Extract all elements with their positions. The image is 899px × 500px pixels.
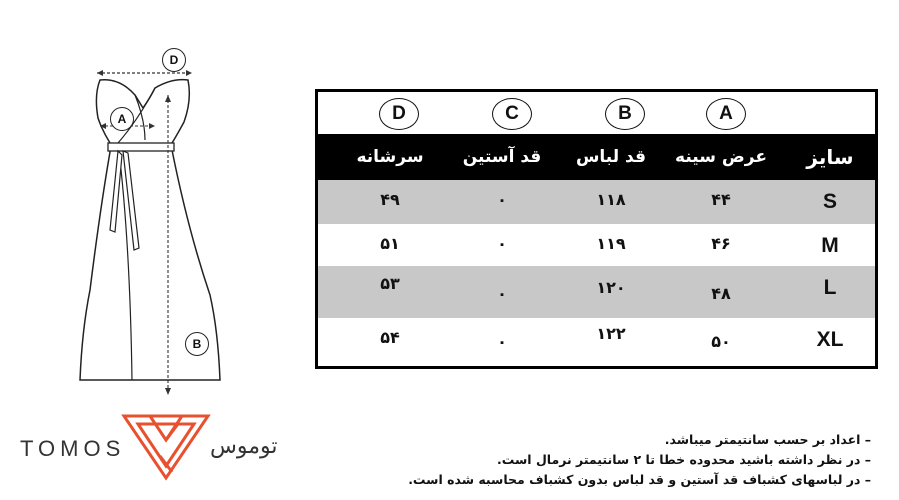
column-letter-a: A [706,98,746,130]
table-row [318,180,875,224]
header-size: سایز [806,145,854,169]
shoulder-cell: ۵۴ [380,328,400,347]
table-header-row [318,134,875,180]
dimension-label-a: A [110,107,134,131]
sleeve-length-cell: ۰ [497,332,507,351]
dimension-label-b: B [185,332,209,356]
shoulder-cell: ۵۳ [380,274,400,293]
column-letter-row [318,92,875,134]
dress-length-cell: ۱۲۲ [596,324,626,343]
brand-name-latin: TOMOS [20,436,126,461]
dimension-label-d: D [162,48,186,72]
chest-width-cell: ۴۶ [711,234,731,253]
column-letter-b: B [605,98,645,130]
dress-outline-drawing [60,40,260,400]
table-row [318,266,875,318]
size-notes [351,430,871,490]
brand-mark-icon [120,412,212,482]
chest-width-cell: ۵۰ [711,332,731,351]
shoulder-cell: ۵۱ [380,234,400,253]
dress-length-cell: ۱۲۰ [596,278,626,297]
header-shoulder: سرشانه [356,147,424,167]
sleeve-length-cell: ۰ [497,284,507,303]
sleeve-length-cell: ۰ [497,234,507,253]
chest-width-cell: ۴۴ [711,190,731,209]
size-cell: S [822,190,837,213]
sleeve-length-cell: ۰ [497,190,507,209]
size-table [315,89,878,369]
brand-logo [20,412,300,487]
shoulder-cell: ۴۹ [380,190,400,209]
dress-length-cell: ۱۱۹ [596,234,626,253]
dress-illustration [60,40,260,400]
header-dress-length: قد لباس [575,147,647,167]
size-cell: L [823,276,837,299]
column-letter-c: C [492,98,532,130]
note-units: – اعداد بر حسب سانتیمتر میباشد. [664,432,871,447]
column-letter-d: D [379,98,419,130]
header-sleeve-length: قد آستین [462,147,542,167]
note-knit-measurement: – در لباسهای کشباف قد آستین و قد لباس بدون کشباف محاسبه شده است. [408,472,871,487]
dress-length-cell: ۱۱۸ [596,190,626,209]
note-tolerance: – در نظر داشته باشید محدوده خطا تا ۲ سانتیمتر نرمال است. [497,452,871,467]
header-chest-width: عرض سینه [675,147,767,167]
size-cell: XL [816,328,844,351]
chest-width-cell: ۴۸ [711,284,731,303]
brand-name-persian: توموس [210,434,278,459]
table-row [318,224,875,266]
table-row [318,318,875,366]
size-cell: M [821,234,839,257]
